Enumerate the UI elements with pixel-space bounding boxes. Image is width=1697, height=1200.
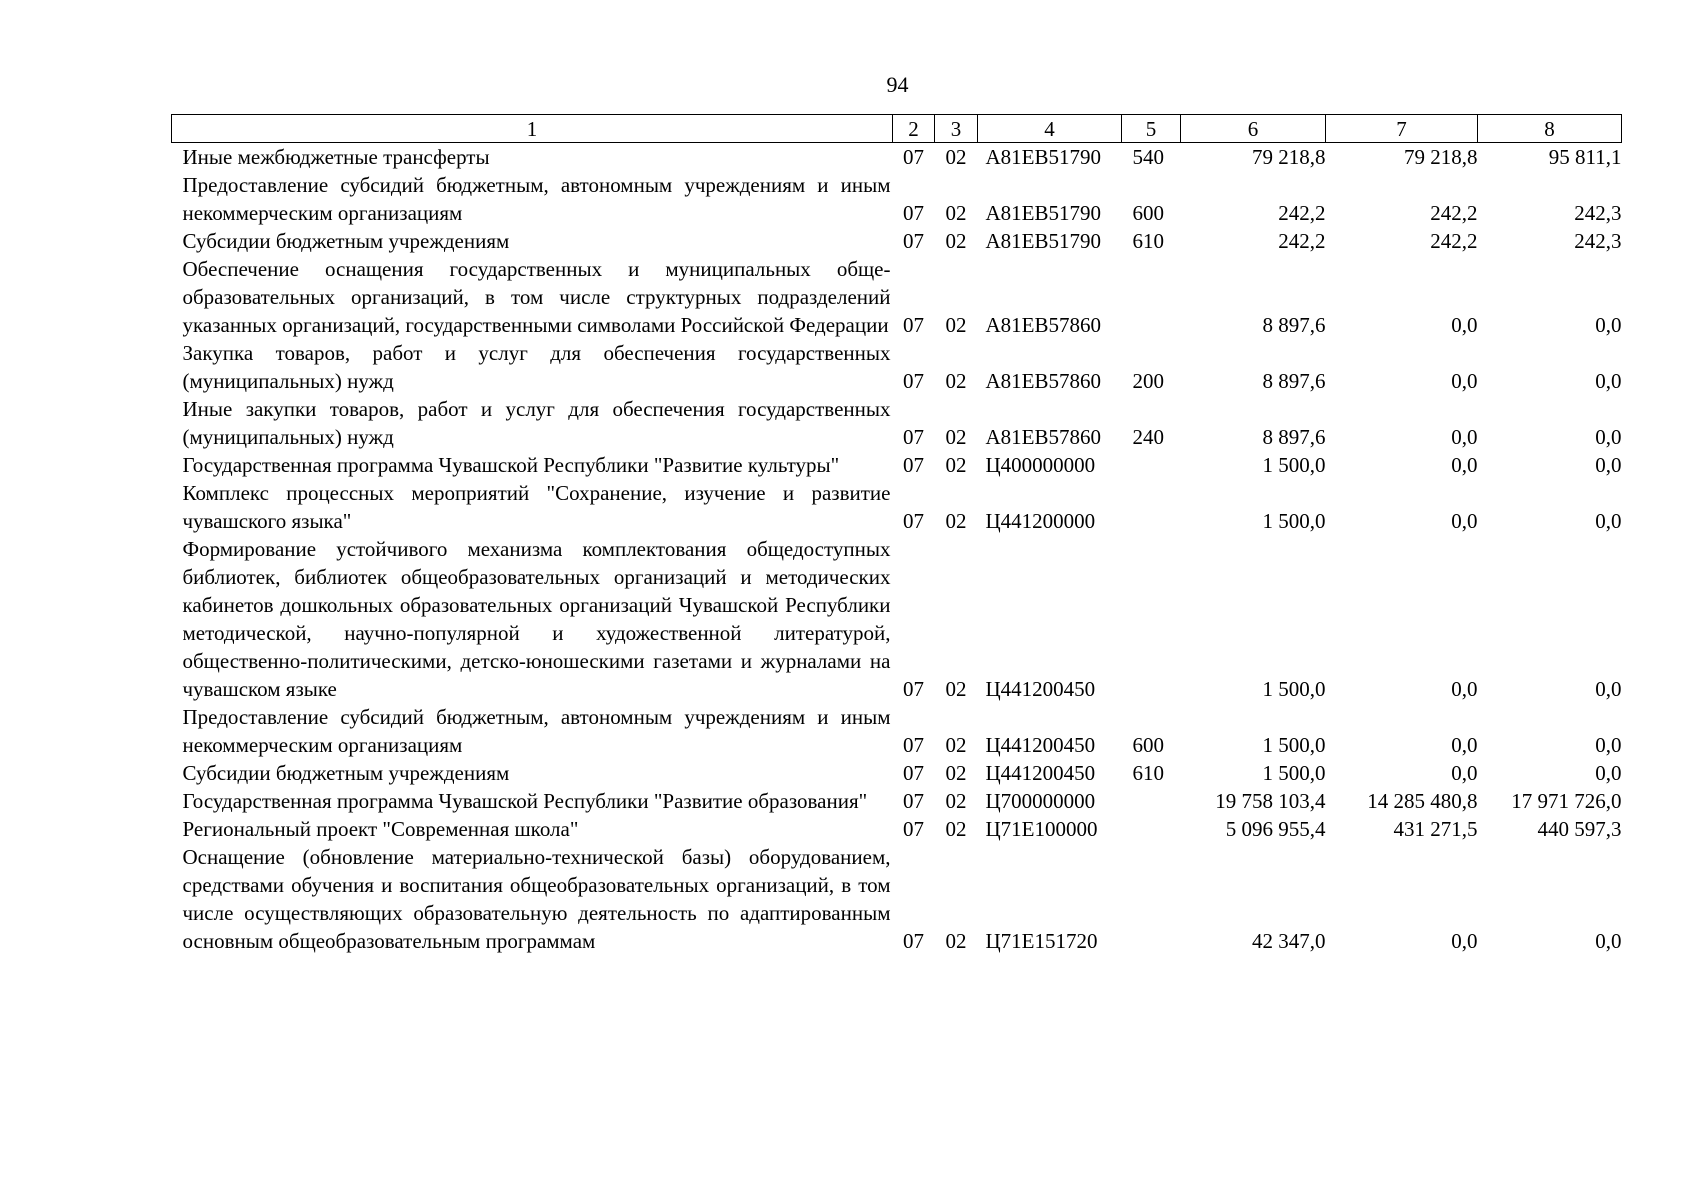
row-section: 07 bbox=[903, 229, 924, 253]
row-amount-1: 42 347,0 bbox=[1252, 929, 1326, 953]
row-amount-1: 8 897,6 bbox=[1262, 425, 1326, 449]
row-amount-1: 8 897,6 bbox=[1262, 369, 1326, 393]
row-amount-2: 242,2 bbox=[1430, 229, 1478, 253]
row-amount-2: 79 218,8 bbox=[1404, 145, 1478, 169]
table-row bbox=[172, 339, 1622, 395]
row-section: 07 bbox=[903, 761, 924, 785]
row-expense-type bbox=[1122, 479, 1181, 535]
row-amount-3: 0,0 bbox=[1595, 929, 1622, 953]
row-amount-2: 0,0 bbox=[1451, 677, 1478, 701]
row-amount-1: 1 500,0 bbox=[1262, 733, 1326, 757]
row-section: 07 bbox=[903, 145, 924, 169]
page-number: 94 bbox=[886, 72, 909, 97]
row-amount-2: 0,0 bbox=[1451, 313, 1478, 337]
row-expense-type bbox=[1122, 535, 1181, 703]
row-amount-1: 79 218,8 bbox=[1252, 145, 1326, 169]
row-name: Предоставление субсидий бюджетным, автономным учреждениям и иным некоммерческим организациям bbox=[182, 173, 891, 225]
row-target-code: Ц71Е100000 bbox=[985, 817, 1098, 841]
row-section: 07 bbox=[903, 453, 924, 477]
row-amount-2: 0,0 bbox=[1451, 761, 1478, 785]
row-amount-2: 0,0 bbox=[1451, 733, 1478, 757]
row-amount-3: 0,0 bbox=[1595, 425, 1622, 449]
row-subsection: 02 bbox=[945, 817, 967, 841]
row-expense-type bbox=[1122, 843, 1181, 955]
header-col-7: 7 bbox=[1326, 115, 1478, 143]
header-col-2: 2 bbox=[893, 115, 935, 143]
budget-table bbox=[171, 114, 1622, 955]
row-amount-2: 0,0 bbox=[1451, 929, 1478, 953]
header-col-4: 4 bbox=[978, 115, 1122, 143]
row-expense-type bbox=[1122, 815, 1181, 843]
row-subsection: 02 bbox=[945, 789, 967, 813]
row-target-code: Ц441200450 bbox=[985, 677, 1096, 701]
row-expense-type: 200 bbox=[1132, 369, 1164, 393]
row-amount-2: 431 271,5 bbox=[1393, 817, 1478, 841]
row-amount-1: 8 897,6 bbox=[1262, 313, 1326, 337]
row-expense-type: 540 bbox=[1132, 145, 1164, 169]
row-expense-type bbox=[1122, 451, 1181, 479]
row-target-code: А81ЕВ51790 bbox=[985, 229, 1101, 253]
header-col-6: 6 bbox=[1181, 115, 1326, 143]
row-amount-1: 19 758 103,4 bbox=[1215, 789, 1326, 813]
row-subsection: 02 bbox=[945, 201, 967, 225]
row-name: Формирование устойчивого механизма комплектования общедоступных библиотек, библиотек общеобразовательных организаций и методических кабинетов дошкольных образовательных организаций Чувашской Республики методической, научно-популярной и художественной литературой, общественно-политическими, детско-юношескими газетами и журналами на чувашском языке bbox=[182, 537, 891, 701]
row-target-code: А81ЕВ51790 bbox=[985, 201, 1101, 225]
row-target-code: Ц441200450 bbox=[985, 761, 1096, 785]
row-section: 07 bbox=[903, 789, 924, 813]
row-subsection: 02 bbox=[945, 229, 967, 253]
row-section: 07 bbox=[903, 425, 924, 449]
row-section: 07 bbox=[903, 509, 924, 533]
row-expense-type: 600 bbox=[1132, 201, 1164, 225]
row-target-code: Ц71Е151720 bbox=[985, 929, 1098, 953]
row-subsection: 02 bbox=[945, 733, 967, 757]
table-header bbox=[172, 115, 1622, 143]
row-name: Иные закупки товаров, работ и услуг для обеспечения государственных (муниципальных) нужд bbox=[182, 397, 891, 449]
row-target-code: А81ЕВ57860 bbox=[985, 425, 1101, 449]
table-row bbox=[172, 479, 1622, 535]
table-row bbox=[172, 815, 1622, 843]
row-subsection: 02 bbox=[945, 453, 967, 477]
row-expense-type: 610 bbox=[1132, 229, 1164, 253]
row-target-code: Ц441200000 bbox=[985, 509, 1096, 533]
row-subsection: 02 bbox=[945, 677, 967, 701]
table-body bbox=[172, 143, 1622, 956]
row-expense-type bbox=[1122, 787, 1181, 815]
row-amount-1: 5 096 955,4 bbox=[1225, 817, 1326, 841]
row-amount-3: 0,0 bbox=[1595, 313, 1622, 337]
row-amount-2: 0,0 bbox=[1451, 425, 1478, 449]
row-name: Закупка товаров, работ и услуг для обеспечения государственных (муниципальных) нужд bbox=[182, 341, 891, 393]
row-amount-3: 0,0 bbox=[1595, 733, 1622, 757]
row-name: Обеспечение оснащения государственных и муниципальных общеобразовательных организаций, в том числе структурных подразделений указанных организаций, государственными символами Российской Федерации bbox=[182, 257, 891, 337]
row-amount-3: 17 971 726,0 bbox=[1511, 789, 1622, 813]
table-row bbox=[172, 535, 1622, 703]
table-row bbox=[172, 395, 1622, 451]
row-section: 07 bbox=[903, 201, 924, 225]
header-col-5: 5 bbox=[1122, 115, 1181, 143]
row-subsection: 02 bbox=[945, 761, 967, 785]
row-amount-2: 0,0 bbox=[1451, 509, 1478, 533]
row-section: 07 bbox=[903, 677, 924, 701]
row-target-code: А81ЕВ51790 bbox=[985, 145, 1101, 169]
table-row bbox=[172, 451, 1622, 479]
row-name: Оснащение (обновление материально-технической базы) оборудованием, средствами обучения и воспитания общеобразовательных организаций, в том числе осуществляющих образовательную деятельность по адаптированным основным общеобразовательным программам bbox=[182, 845, 891, 953]
row-amount-3: 0,0 bbox=[1595, 453, 1622, 477]
row-expense-type: 600 bbox=[1132, 733, 1164, 757]
row-target-code: А81ЕВ57860 bbox=[985, 313, 1101, 337]
row-subsection: 02 bbox=[945, 929, 967, 953]
row-subsection: 02 bbox=[945, 313, 967, 337]
row-section: 07 bbox=[903, 369, 924, 393]
row-target-code: Ц400000000 bbox=[985, 453, 1096, 477]
row-amount-3: 0,0 bbox=[1595, 677, 1622, 701]
row-amount-3: 0,0 bbox=[1595, 509, 1622, 533]
table-row bbox=[172, 787, 1622, 815]
row-section: 07 bbox=[903, 733, 924, 757]
row-name: Субсидии бюджетным учреждениям bbox=[182, 229, 510, 253]
row-subsection: 02 bbox=[945, 425, 967, 449]
row-amount-3: 0,0 bbox=[1595, 761, 1622, 785]
row-name: Комплекс процессных мероприятий "Сохранение, изучение и развитие чувашского языка" bbox=[182, 481, 891, 533]
row-name: Предоставление субсидий бюджетным, автономным учреждениям и иным некоммерческим организациям bbox=[182, 705, 891, 757]
row-name: Субсидии бюджетным учреждениям bbox=[182, 761, 510, 785]
row-name: Государственная программа Чувашской Республики "Развитие образования" bbox=[182, 789, 868, 813]
header-col-3: 3 bbox=[935, 115, 978, 143]
row-amount-3: 242,3 bbox=[1574, 201, 1622, 225]
header-col-1: 1 bbox=[172, 115, 893, 143]
table-row bbox=[172, 843, 1622, 955]
row-amount-1: 242,2 bbox=[1278, 229, 1326, 253]
row-target-code: А81ЕВ57860 bbox=[985, 369, 1101, 393]
row-amount-3: 440 597,3 bbox=[1537, 817, 1622, 841]
row-amount-2: 0,0 bbox=[1451, 369, 1478, 393]
row-subsection: 02 bbox=[945, 145, 967, 169]
row-expense-type: 240 bbox=[1132, 425, 1164, 449]
table-row bbox=[172, 171, 1622, 227]
row-subsection: 02 bbox=[945, 509, 967, 533]
header-col-8: 8 bbox=[1478, 115, 1622, 143]
row-amount-3: 0,0 bbox=[1595, 369, 1622, 393]
row-amount-1: 1 500,0 bbox=[1262, 677, 1326, 701]
row-amount-2: 0,0 bbox=[1451, 453, 1478, 477]
row-amount-1: 1 500,0 bbox=[1262, 761, 1326, 785]
row-expense-type bbox=[1122, 255, 1181, 339]
row-amount-1: 1 500,0 bbox=[1262, 453, 1326, 477]
row-name: Государственная программа Чувашской Республики "Развитие культуры" bbox=[182, 453, 840, 477]
header-row bbox=[172, 115, 1622, 143]
row-target-code: Ц700000000 bbox=[985, 789, 1096, 813]
table-row bbox=[172, 703, 1622, 759]
row-section: 07 bbox=[903, 313, 924, 337]
table-row bbox=[172, 143, 1622, 172]
table-row bbox=[172, 227, 1622, 255]
row-amount-2: 242,2 bbox=[1430, 201, 1478, 225]
row-name: Региональный проект "Современная школа" bbox=[182, 817, 579, 841]
row-section: 07 bbox=[903, 817, 924, 841]
row-section: 07 bbox=[903, 929, 924, 953]
row-amount-2: 14 285 480,8 bbox=[1367, 789, 1478, 813]
table-row bbox=[172, 759, 1622, 787]
row-name: Иные межбюджетные трансферты bbox=[182, 145, 490, 169]
row-target-code: Ц441200450 bbox=[985, 733, 1096, 757]
row-amount-3: 242,3 bbox=[1574, 229, 1622, 253]
row-amount-1: 242,2 bbox=[1278, 201, 1326, 225]
row-amount-3: 95 811,1 bbox=[1548, 145, 1622, 169]
table-row bbox=[172, 255, 1622, 339]
row-amount-1: 1 500,0 bbox=[1262, 509, 1326, 533]
row-expense-type: 610 bbox=[1132, 761, 1164, 785]
row-subsection: 02 bbox=[945, 369, 967, 393]
